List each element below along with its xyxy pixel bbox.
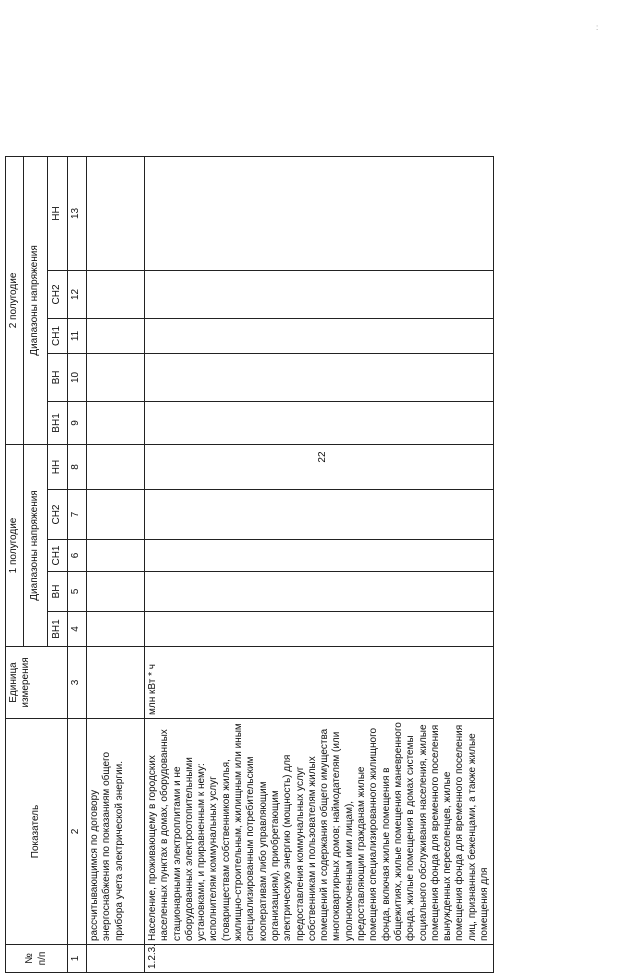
table-row xyxy=(87,156,145,972)
row-value xyxy=(145,156,494,270)
row-indicator-text: рассчитывающимся по договору энергоснабжения по показаниям общего прибора учета электрической энергии. xyxy=(87,719,145,945)
row-value xyxy=(145,318,494,353)
column-number: 2 xyxy=(68,719,87,945)
rotated-document xyxy=(5,157,501,973)
row-value xyxy=(87,490,145,540)
row-number xyxy=(87,945,145,973)
column-number: 1 xyxy=(68,945,87,973)
tariff-balance-table xyxy=(5,156,494,973)
row-value xyxy=(145,444,494,489)
header-col-nn: НН xyxy=(48,156,68,270)
row-value xyxy=(87,401,145,444)
row-unit: млн кВт * ч xyxy=(145,647,494,719)
header-half1: 1 полугодие xyxy=(6,444,24,646)
row-number: 1.2.3. xyxy=(145,945,494,973)
header-col-nn: НН xyxy=(48,444,68,489)
row-indicator-text: Население, проживающему в городских населенных пунктах в домах, оборудованных стационарными электроплитами и не оборудованных электроотопительными установками, и приравненным к нему: исполнителям коммунальных услуг (товариществам собственников жилья, жилищно-строительным, жилищным или иным специализированным потребительским кооперативам либо управляющим организациям), приобретающим электрическую энергию (мощность) для предоставления коммунальных услуг собственникам и пользователям жилых помещений и содержания общего имущества многоквартирных домов; наймодателям (или уполномоченным ими лицам), предоставляющим гражданам жилые помещения специализированного жилищного фонда, включая жилые помещения в общежитиях, жилые помещения маневренного фонда, жилые помещения в домах системы социального обслуживания населения, жилые помещения фонда для временного поселения вынужденных переселенцев, жилые помещения фонда для временного поселения лиц, признанных беженцами, а также жилые помещения для xyxy=(145,719,494,945)
column-number: 10 xyxy=(68,353,87,401)
column-number: 13 xyxy=(68,156,87,270)
header-col-sn1: СН1 xyxy=(48,318,68,353)
header-col-vn: ВН xyxy=(48,353,68,401)
row-value xyxy=(87,540,145,572)
header-half2: 2 полугодие xyxy=(6,156,24,444)
column-number: 4 xyxy=(68,612,87,647)
header-col-vn1: ВН1 xyxy=(48,612,68,647)
row-value xyxy=(87,572,145,612)
row-value xyxy=(145,572,494,612)
header-col-vn1: ВН1 xyxy=(48,401,68,444)
column-number-row xyxy=(68,156,87,972)
row-value xyxy=(87,318,145,353)
column-number: 7 xyxy=(68,490,87,540)
row-value xyxy=(145,612,494,647)
row-value xyxy=(87,156,145,270)
header-num: № п/п xyxy=(6,945,68,973)
row-value xyxy=(87,353,145,401)
row-value xyxy=(145,490,494,540)
row-value xyxy=(145,401,494,444)
row-value xyxy=(87,612,145,647)
column-number: 3 xyxy=(68,647,87,719)
header-col-sn2: СН2 xyxy=(48,490,68,540)
column-number: 5 xyxy=(68,572,87,612)
header-indicator: Показатель xyxy=(6,719,68,945)
table-row xyxy=(145,156,494,972)
header-col-vn: ВН xyxy=(48,572,68,612)
corner-mark: : xyxy=(596,23,599,32)
header-col-sn1: СН1 xyxy=(48,540,68,572)
page-number: 22 xyxy=(317,451,328,463)
header-ranges-2: Диапазоны напряжения xyxy=(24,156,48,444)
row-value xyxy=(87,270,145,318)
row-value xyxy=(145,540,494,572)
header-col-sn2: СН2 xyxy=(48,270,68,318)
header-ranges-1: Диапазоны напряжения xyxy=(24,444,48,646)
row-unit xyxy=(87,647,145,719)
row-value xyxy=(145,353,494,401)
row-value xyxy=(145,270,494,318)
column-number: 11 xyxy=(68,318,87,353)
column-number: 8 xyxy=(68,444,87,489)
column-number: 6 xyxy=(68,540,87,572)
column-number: 12 xyxy=(68,270,87,318)
row-value xyxy=(87,444,145,489)
header-unit: Единица измерения xyxy=(6,647,68,719)
column-number: 9 xyxy=(68,401,87,444)
